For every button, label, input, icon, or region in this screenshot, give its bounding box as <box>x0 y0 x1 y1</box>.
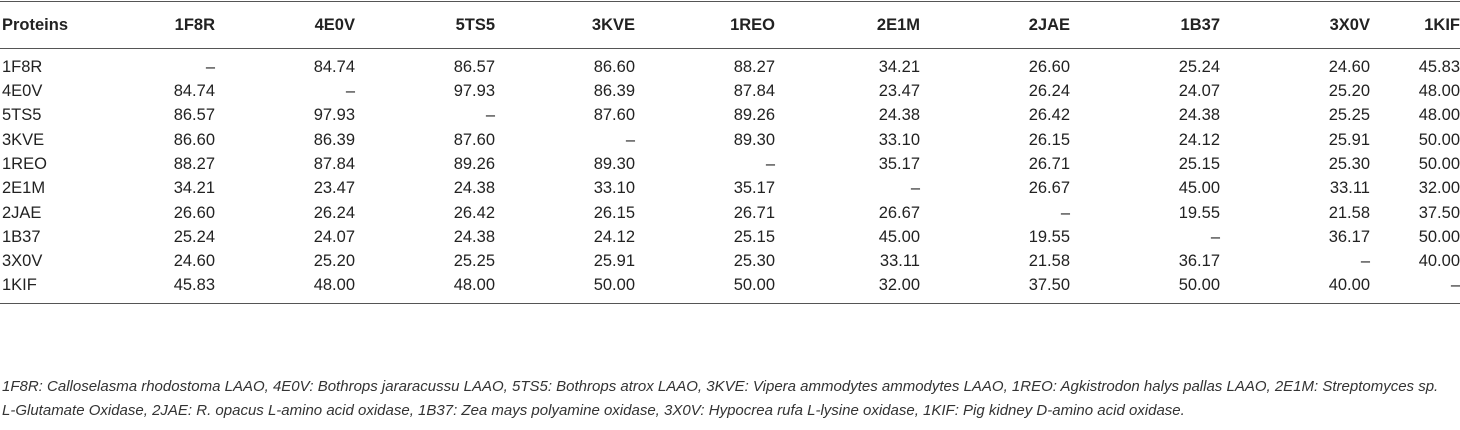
value-cell: 26.42 <box>453 203 495 222</box>
value-cell: 24.07 <box>313 227 355 246</box>
value-cell: 26.15 <box>1028 130 1070 149</box>
identity-matrix-table <box>0 1 1460 304</box>
header-cell: 1KIF <box>1370 2 1460 49</box>
value-cell: – <box>1360 252 1370 271</box>
table-row <box>0 225 1460 249</box>
value-cell: 87.60 <box>593 106 635 125</box>
value-cell: – <box>1060 203 1070 222</box>
value-cell: 32.00 <box>1418 179 1460 198</box>
value-cell: 45.83 <box>1418 58 1460 76</box>
value-cell: 26.71 <box>733 203 775 222</box>
value-cell: 84.74 <box>173 82 215 101</box>
row-label-cell: 1B37 <box>2 227 41 246</box>
value-cell: 37.50 <box>1418 203 1460 222</box>
value-cell: 25.91 <box>593 252 635 271</box>
table-body <box>0 49 1460 304</box>
value-cell: 89.26 <box>453 155 495 174</box>
table-row <box>0 152 1460 176</box>
value-cell: 84.74 <box>313 58 355 76</box>
value-cell: 24.38 <box>453 179 495 198</box>
value-cell: 50.00 <box>1418 227 1460 246</box>
value-cell: 26.24 <box>1028 82 1070 101</box>
value-cell: 32.00 <box>775 273 920 304</box>
value-cell: 50.00 <box>495 273 635 304</box>
value-cell: 33.11 <box>879 252 920 271</box>
value-cell: 25.15 <box>733 227 775 246</box>
header-cell: 4E0V <box>215 2 355 49</box>
table-footnote: 1F8R: Calloselasma rhodostoma LAAO, 4E0V: Bothrops jararacussu LAAO, 5TS5: Bothrops atrox LAAO, 3KVE: Vipera ammodytes ammodytes LAAO, 1REO: Agkistrodon halys pallas LAAO, 2E1M: Streptomyces sp. L-Glutamate Oxidase, 2JAE: R. opacus L-amino acid oxidase, 1B37: Zea mays polyamine oxidase, 3X0V: Hypocrea rufa L-lysine oxidase, 1KIF: Pig kidney D-amino acid oxidase. <box>2 378 1439 419</box>
header-cell: 2JAE <box>920 2 1070 49</box>
value-cell: – <box>910 179 920 198</box>
value-cell: 97.93 <box>453 82 495 101</box>
value-cell: 36.17 <box>1328 227 1370 246</box>
value-cell: 45.83 <box>110 273 215 304</box>
value-cell: 24.60 <box>1328 58 1370 76</box>
value-cell: 86.60 <box>173 130 215 149</box>
header-row <box>0 2 1460 49</box>
table-row <box>0 273 1460 304</box>
row-label-cell: 4E0V <box>2 82 43 101</box>
value-cell: 34.21 <box>173 179 215 198</box>
header-cell: 1F8R <box>110 2 215 49</box>
value-cell: 19.55 <box>1178 203 1220 222</box>
value-cell: 24.60 <box>173 252 215 271</box>
value-cell: 21.58 <box>1328 203 1370 222</box>
value-cell: 89.26 <box>733 106 775 125</box>
row-label-cell: 1REO <box>2 155 47 174</box>
value-cell: 48.00 <box>215 273 355 304</box>
row-label-cell: 2JAE <box>2 203 42 222</box>
value-cell: 87.84 <box>313 155 355 174</box>
value-cell: 50.00 <box>1418 130 1460 149</box>
table-row <box>0 49 1460 80</box>
value-cell: 25.24 <box>173 227 215 246</box>
value-cell: 86.39 <box>313 130 355 149</box>
value-cell: 19.55 <box>1028 227 1070 246</box>
value-cell: 97.93 <box>313 106 355 125</box>
row-label-cell: 1F8R <box>2 58 43 76</box>
value-cell: 25.24 <box>1178 58 1220 76</box>
value-cell: 36.17 <box>1178 252 1220 271</box>
value-cell: 45.00 <box>1178 179 1220 198</box>
value-cell: 48.00 <box>1418 106 1460 125</box>
value-cell: 24.07 <box>1178 82 1220 101</box>
table-row <box>0 79 1460 103</box>
header-cell: 3KVE <box>495 2 635 49</box>
value-cell: 24.38 <box>878 106 920 125</box>
header-cell: 3X0V <box>1220 2 1370 49</box>
table-row <box>0 103 1460 127</box>
header-cell: 1B37 <box>1070 2 1220 49</box>
value-cell: 37.50 <box>920 273 1070 304</box>
value-cell: – <box>1370 273 1460 304</box>
value-cell: 26.67 <box>878 203 920 222</box>
value-cell: – <box>625 130 635 149</box>
value-cell: – <box>485 106 495 125</box>
value-cell: 86.57 <box>173 106 215 125</box>
table-row <box>0 249 1460 273</box>
value-cell: 24.38 <box>1178 106 1220 125</box>
value-cell: 26.67 <box>1028 179 1070 198</box>
value-cell: 88.27 <box>173 155 215 174</box>
value-cell: – <box>205 58 215 76</box>
header-cell: 5TS5 <box>355 2 495 49</box>
value-cell: 24.12 <box>1178 130 1220 149</box>
header-cell: 2E1M <box>775 2 920 49</box>
value-cell: 25.25 <box>453 252 495 271</box>
value-cell: 50.00 <box>1070 273 1220 304</box>
value-cell: 35.17 <box>878 155 920 174</box>
row-label-cell: 1KIF <box>0 273 110 304</box>
value-cell: – <box>765 155 775 174</box>
value-cell: 50.00 <box>1418 155 1460 174</box>
value-cell: 25.20 <box>313 252 355 271</box>
value-cell: 23.47 <box>878 82 920 101</box>
value-cell: 88.27 <box>733 58 775 76</box>
value-cell: 25.91 <box>1328 130 1370 149</box>
value-cell: 26.60 <box>173 203 215 222</box>
value-cell: 25.30 <box>733 252 775 271</box>
value-cell: 33.10 <box>878 130 920 149</box>
value-cell: 26.15 <box>593 203 635 222</box>
value-cell: 40.00 <box>1418 252 1460 271</box>
value-cell: 26.60 <box>1028 58 1070 76</box>
value-cell: 48.00 <box>355 273 495 304</box>
value-cell: 24.38 <box>453 227 495 246</box>
value-cell: 26.24 <box>313 203 355 222</box>
value-cell: 86.39 <box>593 82 635 101</box>
value-cell: 87.84 <box>733 82 775 101</box>
value-cell: 25.15 <box>1178 155 1220 174</box>
header-cell: 1REO <box>635 2 775 49</box>
value-cell: 25.30 <box>1328 155 1370 174</box>
table-row <box>0 128 1460 152</box>
value-cell: – <box>345 82 355 101</box>
value-cell: 45.00 <box>878 227 920 246</box>
row-label-cell: 2E1M <box>2 179 46 198</box>
value-cell: 89.30 <box>593 155 635 174</box>
value-cell: 33.11 <box>1329 179 1370 198</box>
value-cell: 48.00 <box>1418 82 1460 101</box>
value-cell: 34.21 <box>878 58 920 76</box>
value-cell: 87.60 <box>453 130 495 149</box>
value-cell: 26.71 <box>1028 155 1070 174</box>
table-row <box>0 176 1460 200</box>
value-cell: 33.10 <box>593 179 635 198</box>
value-cell: 50.00 <box>635 273 775 304</box>
row-label-cell: 3KVE <box>2 130 45 149</box>
value-cell: 89.30 <box>733 130 775 149</box>
value-cell: 25.20 <box>1328 82 1370 101</box>
row-label-cell: 3X0V <box>2 252 43 271</box>
value-cell: 24.12 <box>593 227 635 246</box>
value-cell: 40.00 <box>1220 273 1370 304</box>
row-label-cell: 5TS5 <box>2 106 42 125</box>
value-cell: 23.47 <box>313 179 355 198</box>
value-cell: 25.25 <box>1328 106 1370 125</box>
value-cell: – <box>1210 227 1220 246</box>
value-cell: 86.57 <box>453 58 495 76</box>
value-cell: 35.17 <box>733 179 775 198</box>
value-cell: 86.60 <box>593 58 635 76</box>
header-cell: Proteins <box>0 2 110 49</box>
value-cell: 21.58 <box>1028 252 1070 271</box>
value-cell: 26.42 <box>1028 106 1070 125</box>
table-row <box>0 200 1460 224</box>
